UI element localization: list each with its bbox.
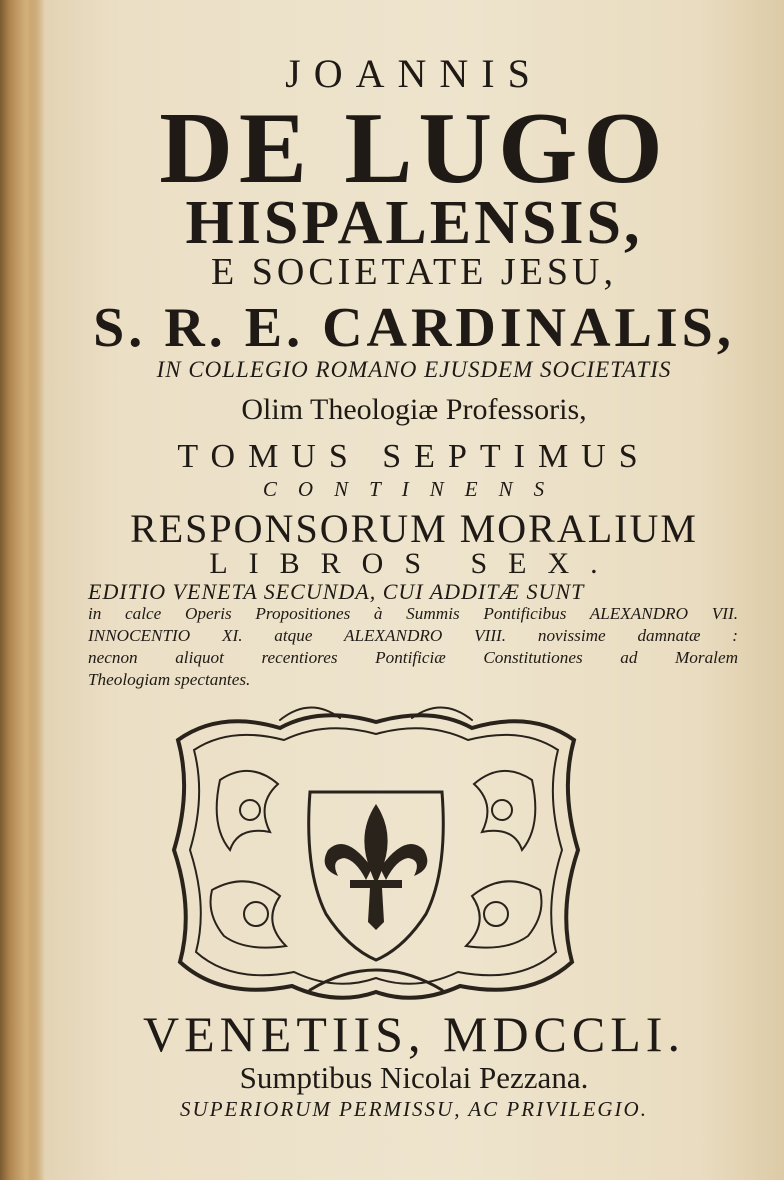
book-spine-edge [0, 0, 46, 1180]
work-title: RESPONSORUM MORALIUM [130, 506, 698, 551]
edition-line: necnon aliquot recentiores Pontificiæ Constitutiones ad Moralem [88, 648, 738, 667]
edition-line: in calce Operis Propositiones à Summis Pontificibus ALEXANDRO VII. [88, 604, 738, 623]
edition-line: EDITIO VENETA SECUNDA, CUI ADDITÆ SUNT [88, 579, 585, 604]
edition-notice [88, 581, 738, 691]
permission-line: SUPERIORUM PERMISSU, AC PRIVILEGIO. [180, 1097, 648, 1121]
author-first-name: JOANNIS [285, 51, 543, 96]
fleur-de-lis-icon [325, 804, 428, 930]
books-count: LIBROS SEX. [209, 547, 619, 580]
author-origin: HISPALENSIS, [185, 189, 643, 257]
author-last-name: DE LUGO [159, 92, 669, 205]
college-line: IN COLLEGIO ROMANO EJUSDEM SOCIETATIS [156, 357, 672, 382]
author-society: E SOCIETATE JESU, [211, 251, 617, 293]
author-rank: S. R. E. CARDINALIS, [93, 297, 735, 359]
place-and-date: VENETIIS, MDCCLI. [143, 1006, 685, 1062]
printers-device-ornament [160, 700, 592, 1012]
edition-line: Theologiam spectantes. [88, 670, 251, 689]
title-page [44, 0, 784, 1180]
continens-line: CONTINENS [262, 477, 566, 501]
volume-number: TOMUS SEPTIMUS [177, 438, 651, 475]
edition-line: INNOCENTIO XI. atque ALEXANDRO VIII. novissime damnatæ : [88, 626, 738, 645]
former-role: Olim Theologiæ Professoris, [241, 393, 587, 426]
publisher-line: Sumptibus Nicolai Pezzana. [239, 1060, 589, 1095]
